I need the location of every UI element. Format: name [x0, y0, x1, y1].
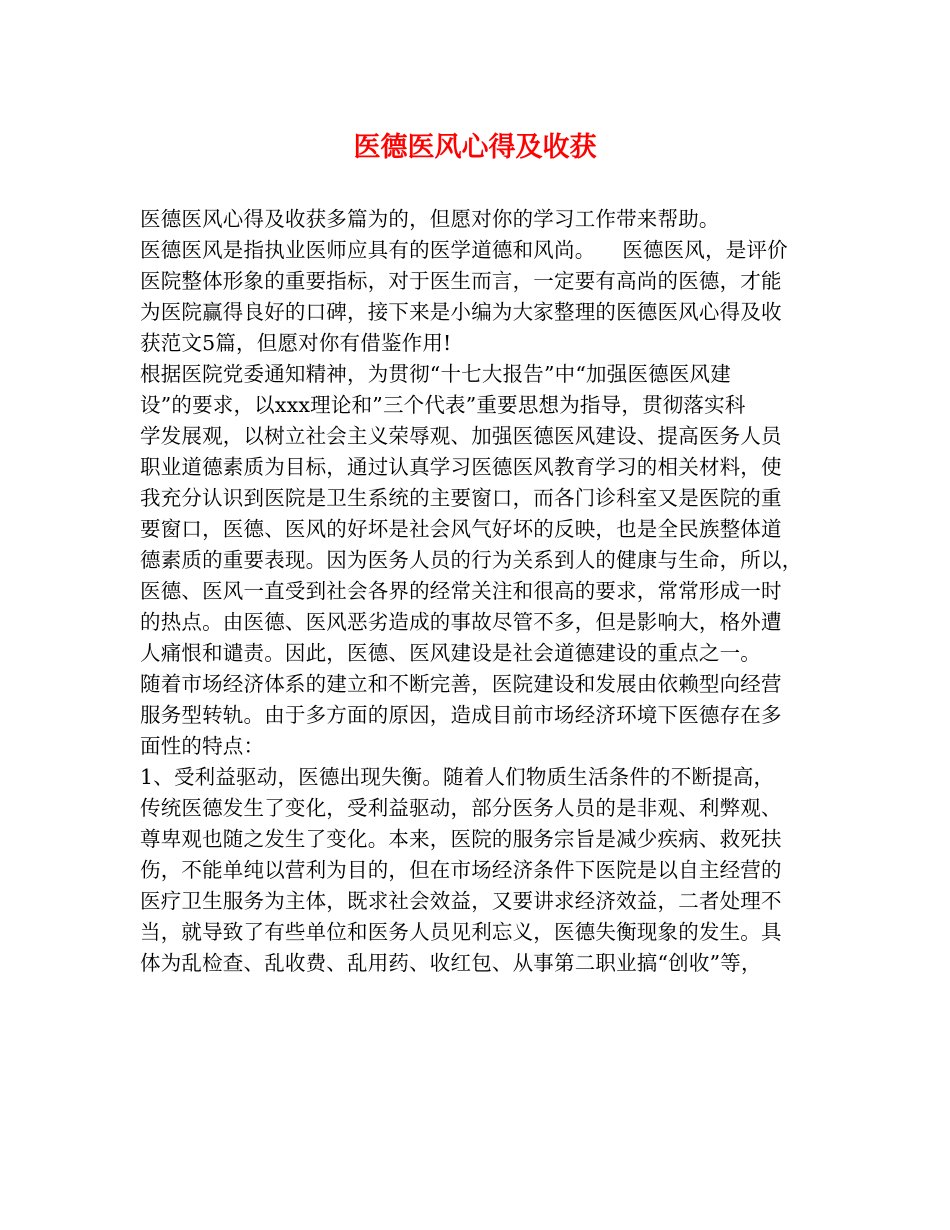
text-line: 1、受利益驱动，医德出现失衡。随着人们物质生活条件的不断提高，: [140, 765, 775, 789]
text-line: 当，就导致了有些单位和医务人员见利忘义，医德失衡现象的发生。具: [140, 920, 782, 944]
text-line: 服务型转轨。由于多方面的原因，造成目前市场经济环境下医德存在多: [140, 703, 782, 727]
text-line: 面性的特点：: [140, 734, 265, 758]
text-line: 德素质的重要表现。因为医务人员的行为关系到人的健康与生命，所以，: [140, 548, 803, 572]
text-line: 职业道德素质为目标，通过认真学习医德医风教育学习的相关材料，使: [140, 455, 782, 479]
text-line: 医疗卫生服务为主体，既求社会效益，又要讲求经济效益，二者处理不: [140, 889, 782, 913]
text-line: 根据医院党委通知精神，为贯彻“十七大报告”中“加强医德医风建: [140, 362, 731, 386]
text-line: 我充分认识到医院是卫生系统的主要窗口，而各门诊科室又是医院的重: [140, 486, 782, 510]
document-body: [140, 204, 820, 979]
text-line: 学发展观，以树立社会主义荣辱观、加强医德医风建设、提高医务人员: [140, 424, 782, 448]
text-line: 随着市场经济体系的建立和不断完善，医院建设和发展由依赖型向经营: [140, 672, 782, 696]
text-line: 设”的要求，以xxx理论和”三个代表”重要思想为指导，贯彻落实科: [140, 393, 746, 417]
text-line: 为医院赢得良好的口碑，接下来是小编为大家整理的医德医风心得及收: [140, 300, 782, 324]
text-line: 尊卑观也随之发生了变化。本来，医院的服务宗旨是减少疾病、救死扶: [140, 827, 782, 851]
text-line: 医院整体形象的重要指标，对于医生而言，一定要有高尚的医德，才能: [140, 269, 782, 293]
text-line: 传统医德发生了变化，受利益驱动，部分医务人员的是非观、利弊观、: [140, 796, 782, 820]
text-line: 医德医风是指执业医师应具有的医学道德和风尚。 医德医风，是评价: [140, 238, 788, 262]
text-line: 的热点。由医德、医风恶劣造成的事故尽管不多，但是影响大，格外遭: [140, 610, 782, 634]
text-line: 伤，不能单纯以营利为目的，但在市场经济条件下医院是以自主经营的: [140, 858, 782, 882]
text-line: 体为乱检查、乱收费、乱用药、收红包、从事第二职业搞“创收”等，: [140, 951, 762, 975]
text-line: 医德医风心得及收获多篇为的，但愿对你的学习工作带来帮助。: [140, 207, 720, 231]
document-title: 医德医风心得及收获: [353, 132, 597, 163]
text-line: 人痛恨和谴责。因此，医德、医风建设是社会道德建设的重点之一。: [140, 641, 761, 665]
text-line: 医德、医风一直受到社会各界的经常关注和很高的要求，常常形成一时: [140, 579, 782, 603]
text-line: 要窗口，医德、医风的好坏是社会风气好坏的反映，也是全民族整体道: [140, 517, 782, 541]
text-line: 获范文5篇，但愿对你有借鉴作用!: [140, 331, 452, 355]
